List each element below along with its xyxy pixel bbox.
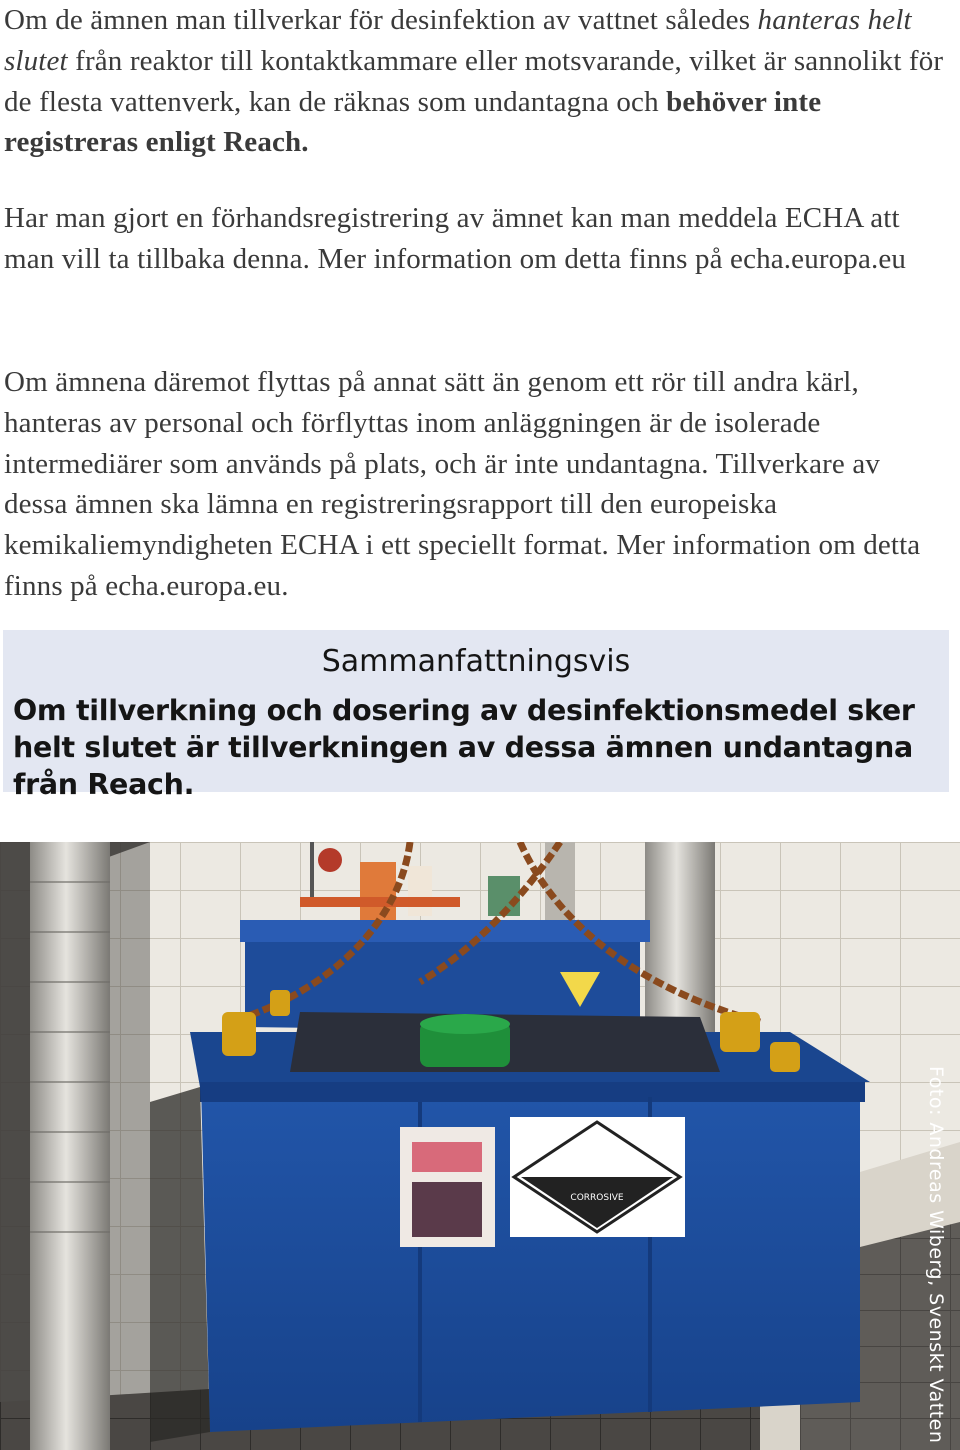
corrosive-label-text: CORROSIVE xyxy=(570,1193,624,1203)
paragraph-isolated-intermediates: Om ämnena däremot flyttas på annat sätt än genom ett rör till andra kärl, hanteras av personal och förflyttas inom anläggningen är de isolerade intermediärer som används på plats, och är inte undantagna. Tillverkare av dessa ämnen ska lämna en registreringsrapport till den europeiska kemikaliemyndigheten ECHA i ett speciellt format. Mer information om detta finns på echa.europa.eu. xyxy=(4,366,921,602)
photo-credit xyxy=(918,1066,954,1444)
paragraph-preregistration: Har man gjort en förhandsregistrering av ämnet kan man meddela ECHA att man vill ta tillbaka denna. Mer information om detta finns på echa.europa.eu xyxy=(4,202,907,275)
photo-credit-text: Foto: Andreas Wiberg, Svenskt Vatten xyxy=(925,1066,947,1444)
p1-text-start: Om de ämnen man tillverkar för desinfektion av vattnet således xyxy=(4,4,758,36)
photo-chemical-tank xyxy=(0,842,960,1450)
summary-text: Om tillverkning och dosering av desinfektionsmedel sker helt slutet är tillverkningen av dessa ämnen undantagna från Reach. xyxy=(13,694,915,801)
p1-bold-phrase: behöver inte registreras enligt Reach. xyxy=(4,85,822,159)
p1-italic-phrase: hanteras helt slutet xyxy=(4,4,912,77)
paragraph-closed-handling xyxy=(4,0,944,163)
p1-text-middle: från reaktor till kontaktkammare eller motsvarande, vilket är sannolikt för de flesta vattenverk, kan de räknas som undantagna och xyxy=(4,44,944,118)
summary-title: Sammanfattningsvis xyxy=(321,644,631,679)
photo-illustration xyxy=(0,842,960,1450)
summary-box xyxy=(3,630,949,801)
